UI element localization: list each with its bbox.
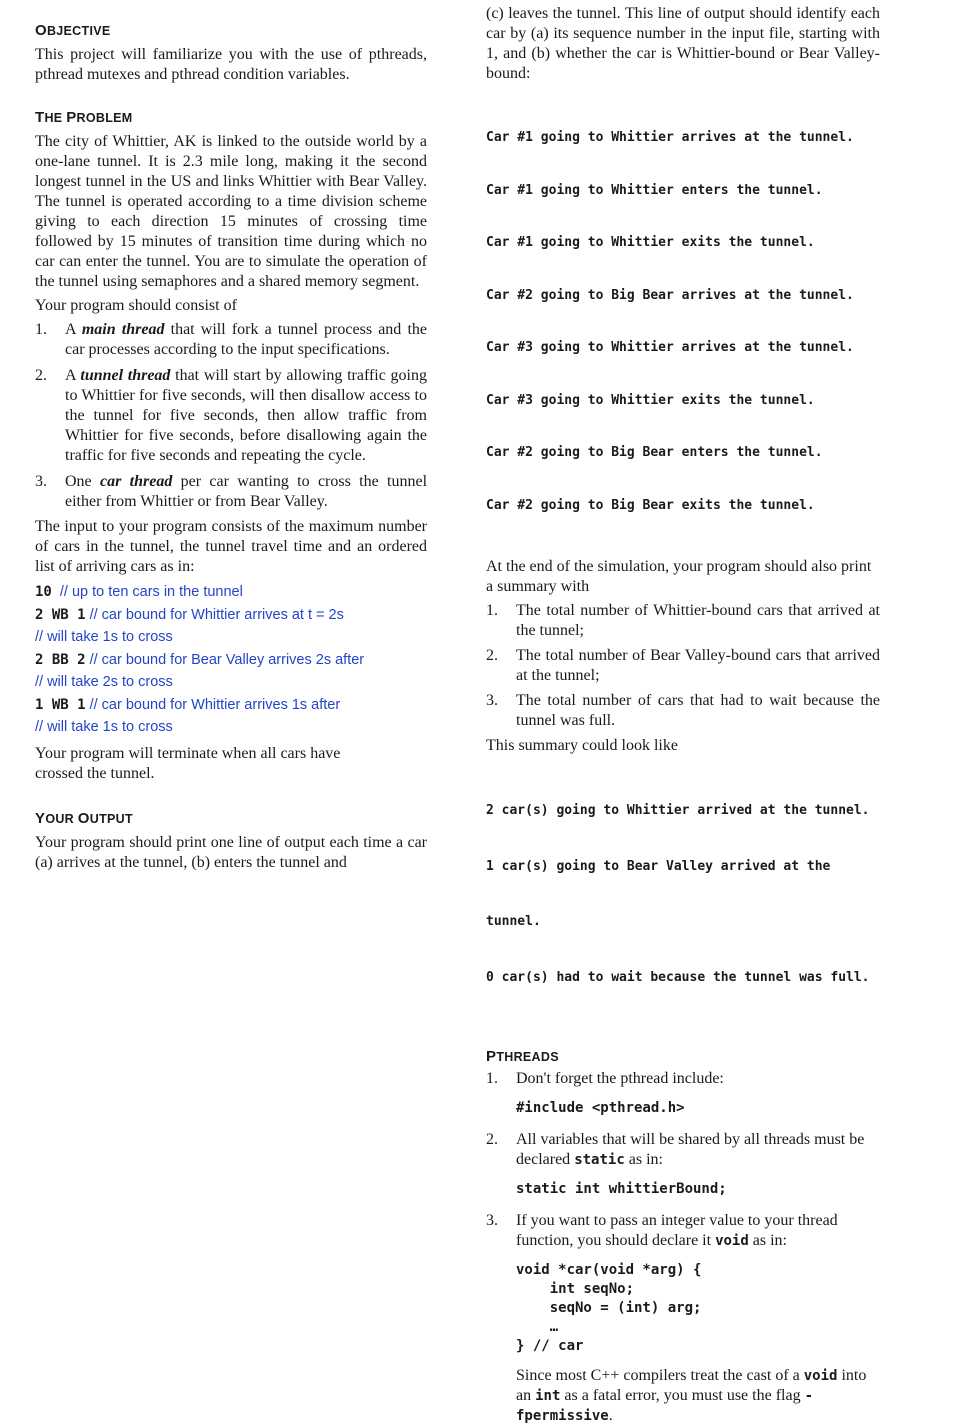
list-item: 1. The total number of Whittier-bound cars that arrived at the tunnel; <box>486 602 880 639</box>
list-item: 2. All variables that will be shared by all threads must be declared static as in: static int whittierBound; <box>486 1130 880 1199</box>
input-line: 1 WB 1 // car bound for Whittier arrives 1s after <box>35 696 341 713</box>
input-line: 10 // up to ten cars in the tunnel <box>35 584 243 600</box>
problem-heading: THE PROBLEM <box>35 109 133 126</box>
problem-body: The city of Whittier, AK is linked to the outside world by a one-lane tunnel. It is 2.3 mile long, making it the second longest tunnel in the US and links Whittier with Bear Valley. The tunnel is operated according to a time division scheme giving to each direction 15 minutes of crossing time followed by 15 minutes of transition time during which no car can enter the tunnel. You are to simulate the operation of the tunnel using semaphores and a shared memory segment. <box>35 133 427 290</box>
fpermissive-note: Since most C++ compilers treat the cast of a void into an int as a fatal error, you must use the flag -fpermissive. <box>516 1367 867 1424</box>
output-line: Car #3 going to Whittier exits the tunnel. <box>486 392 815 408</box>
list-item: 2. A tunnel thread that will start by allowing traffic going to Whittier for five seconds, will then disallow access to the tunnel for five seconds, then allow traffic from Whittier for five seconds, before disallowing again the traffic for five seconds and repeating the cycle. <box>35 367 428 464</box>
list-item: 2. The total number of Bear Valley-bound cars that arrived at the tunnel; <box>486 647 880 684</box>
left-column <box>35 4 427 873</box>
summary-line: 0 car(s) had to wait because the tunnel was full. <box>486 969 870 985</box>
summary-example <box>486 765 880 1024</box>
output-line: Car #2 going to Big Bear enters the tunnel. <box>486 445 823 460</box>
input-intro: The input to your program consists of the maximum number of cars in the tunnel, the tunnel travel time and an ordered list of arriving cars as in: <box>35 518 427 575</box>
output-heading: YOUR OUTPUT <box>35 809 133 827</box>
input-example <box>35 581 427 739</box>
thread-list <box>35 320 427 512</box>
list-item: 1. Don't forget the pthread include: #include <pthread.h> <box>486 1069 880 1118</box>
objective-body: This project will familiarize you with the use of pthreads, pthread mutexes and pthread condition variables. <box>35 46 427 83</box>
input-line: // will take 1s to cross <box>35 719 173 735</box>
input-line: 2 BB 2 // car bound for Bear Valley arrives 2s after <box>35 651 365 668</box>
right-column <box>486 4 880 1426</box>
output-line: Car #1 going to Whittier enters the tunnel. <box>486 182 823 198</box>
list-item: 3. The total number of cars that had to wait because the tunnel was full. <box>486 692 880 729</box>
car-function-code: void *car(void *arg) { int seqNo; seqNo = (int) arg; … } // car <box>516 1262 702 1354</box>
summary-list <box>486 601 880 731</box>
terminate-text: Your program will terminate when all cars have crossed the tunnel. <box>35 744 341 782</box>
output-line: Car #1 going to Whittier exits the tunnel. <box>486 235 815 250</box>
static-code: static int whittierBound; <box>516 1181 727 1197</box>
sample-output <box>486 94 880 549</box>
summary-intro: At the end of the simulation, your program should also print a summary with <box>486 558 872 595</box>
input-line: // will take 2s to cross <box>35 674 173 690</box>
summary-look: This summary could look like <box>486 737 678 754</box>
list-item: 3. One car thread per car wanting to cross the tunnel either from Whittier or from Bear Valley. <box>35 473 428 510</box>
output-body: Your program should print one line of output each time a car (a) arrives at the tunnel, (b) enters the tunnel and <box>35 833 427 871</box>
output-line: Car #1 going to Whittier arrives at the tunnel. <box>486 130 854 145</box>
input-line: // will take 1s to cross <box>35 629 173 645</box>
list-item: 3. If you want to pass an integer value to your thread function, you should declare it void as in: void *car(void *arg) { int seqNo; seqNo = (int) arg; … } // car Since most C++ compilers treat the cast of a void into an int as a fatal error, you must use the flag -fpermissive. <box>486 1211 880 1426</box>
consist-text: Your program should consist of <box>35 297 237 314</box>
list-item: 1. A main thread that will fork a tunnel process and the car processes according to the input specifications. <box>35 321 428 358</box>
summary-line: tunnel. <box>486 914 541 929</box>
output-continuation: (c) leaves the tunnel. This line of output should identify each car by (a) its sequence number in the input file, starting with 1, and (b) whether the car is Whittier-bound or Bear Valley-bound: <box>486 5 880 82</box>
include-code: #include <pthread.h> <box>516 1100 685 1116</box>
summary-line: 2 car(s) going to Whittier arrived at the tunnel. <box>486 803 870 818</box>
output-line: Car #3 going to Whittier arrives at the tunnel. <box>486 340 854 355</box>
pthreads-heading: PTHREADS <box>486 1048 559 1065</box>
pthreads-list <box>486 1069 880 1426</box>
summary-line: 1 car(s) going to Bear Valley arrived at the <box>486 858 831 874</box>
input-line: 2 WB 1 // car bound for Whittier arrives at t = 2s <box>35 606 344 623</box>
output-line: Car #2 going to Big Bear arrives at the tunnel. <box>486 287 854 303</box>
objective-heading: OBJECTIVE <box>35 22 111 39</box>
output-line: Car #2 going to Big Bear exits the tunnel. <box>486 497 815 513</box>
